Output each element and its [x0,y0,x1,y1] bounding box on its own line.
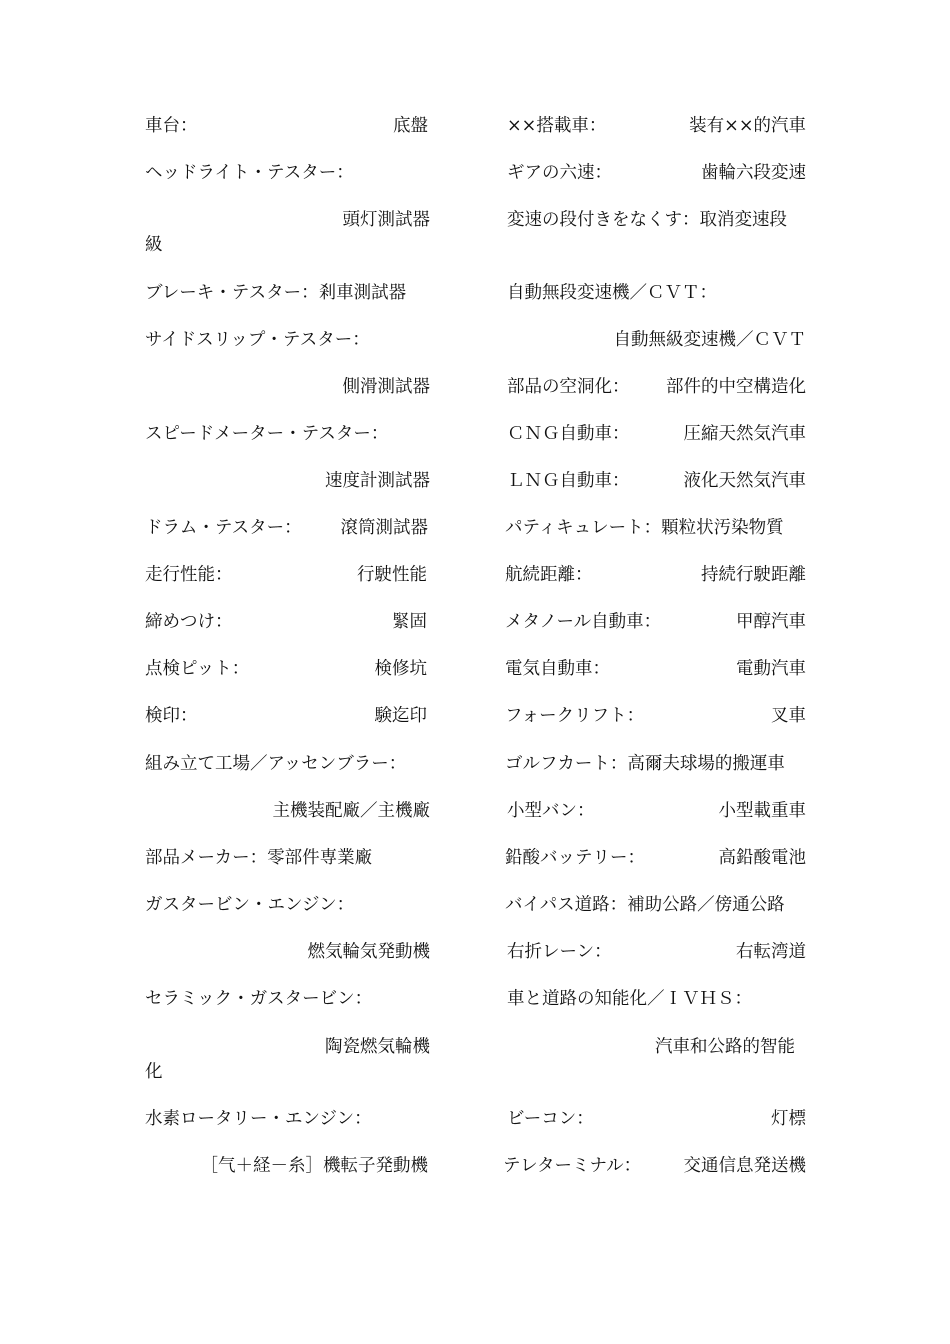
term-jp: ドラム・テスター： [145,518,302,538]
term-cn: 叉車 [771,706,806,726]
term-jp: スピードメーター・テスター： [145,424,389,444]
term-jp: 航続距離： [505,565,593,585]
term-jp: 組み立て工場／アッセンブラー： [145,754,407,774]
term-cn: 小型載重車 [718,801,806,821]
term-cn: 甲醇汽車 [736,612,806,632]
term-jp: ＬＮＧ自動車： [507,471,630,491]
term-cn-wrap: 化 [145,1062,163,1082]
term-jp: ガスタービン・エンジン： [145,895,355,915]
term-cn: 検修坑 [374,659,427,679]
term-jp: 鉛酸バッテリー： [505,848,645,868]
term-jp: フォークリフト： [505,706,645,726]
term-cn: 装有××的汽車 [689,116,806,136]
term-jp: テレターミナル： [503,1156,642,1176]
term-jp: 検印： [145,706,198,726]
term-cn: 緊固 [392,612,427,632]
term-jp: ギアの六速： [507,163,612,183]
term-cn: 部件的中空構造化 [666,377,806,397]
term-jp: 車と道路の知能化／ＩＶＨＳ： [507,989,752,1009]
term-cn: 燃気輪気発動機 [307,942,430,962]
term-cn: 液化天然気汽車 [683,471,806,491]
term-jp: サイドスリップ・テスター： [145,330,370,350]
term-jp: ヘッドライト・テスター： [145,163,354,183]
term-jp: ××搭載車： [507,116,607,136]
term-cn: 主機装配廠／主機廠 [272,801,430,821]
term-jp: 締めつけ： [145,612,233,632]
term-cn: 持続行駛距離 [701,565,806,585]
term-jp: セラミック・ガスタービン： [145,989,373,1009]
term-jp: 点検ピット： [145,659,250,679]
term-cn: 右転湾道 [736,942,806,962]
term-cn: 灯標 [771,1109,806,1129]
term-cn: 滾筒測試器 [340,518,428,538]
term-cn: 汽車和公路的智能 [655,1037,795,1057]
term-cn: 高鉛酸電池 [718,848,806,868]
term-jp: ＣＮＧ自動車： [507,424,630,444]
term-jp: ビーコン： [507,1109,594,1129]
term-jp: 右折レーン： [507,942,612,962]
term-cn: 歯輪六段変速 [701,163,806,183]
term-cn: 験迄印 [374,706,427,726]
term-jp: 自動無段変速機／ＣＶＴ： [507,283,717,303]
term-pair: ブレーキ・テスター：剎車測試器 [145,283,407,303]
term-cn: 行駛性能 [357,565,427,585]
term-pair: ゴルフカート：高爾夫球場的搬運車 [505,754,785,774]
term-cn-wrap: 級 [145,235,163,255]
term-cn: 陶瓷燃気輪機 [325,1037,430,1057]
term-cn: 速度計測試器 [325,471,430,491]
term-pair: 変速の段付きをなくす：取消変速段 [507,210,787,230]
term-jp: 水素ロータリー・エンジン： [145,1109,372,1129]
term-cn: 圧縮天然気汽車 [683,424,806,444]
term-jp: 部品の空洞化： [507,377,630,397]
term-cn: ［气＋経－糸］機転子発動機 [200,1156,428,1176]
term-cn: 自動無級変速機／ＣＶＴ [613,330,806,350]
term-cn: 頭灯測試器 [342,210,430,230]
term-jp: メタノール自動車： [505,612,662,632]
term-cn: 底盤 [393,116,428,136]
term-jp: 小型バン： [507,801,595,821]
term-cn: 側滑測試器 [342,377,430,397]
term-pair: パティキュレート：顆粒状汚染物質 [505,518,784,538]
term-cn: 交通信息発送機 [683,1156,806,1176]
term-jp: 車台： [145,116,198,136]
term-pair: 部品メーカー：零部件専業廠 [145,848,373,868]
term-jp: 電気自動車： [505,659,610,679]
term-cn: 電動汽車 [736,659,806,679]
term-pair: バイパス道路：補助公路／傍通公路 [505,895,785,915]
term-jp: 走行性能： [145,565,233,585]
